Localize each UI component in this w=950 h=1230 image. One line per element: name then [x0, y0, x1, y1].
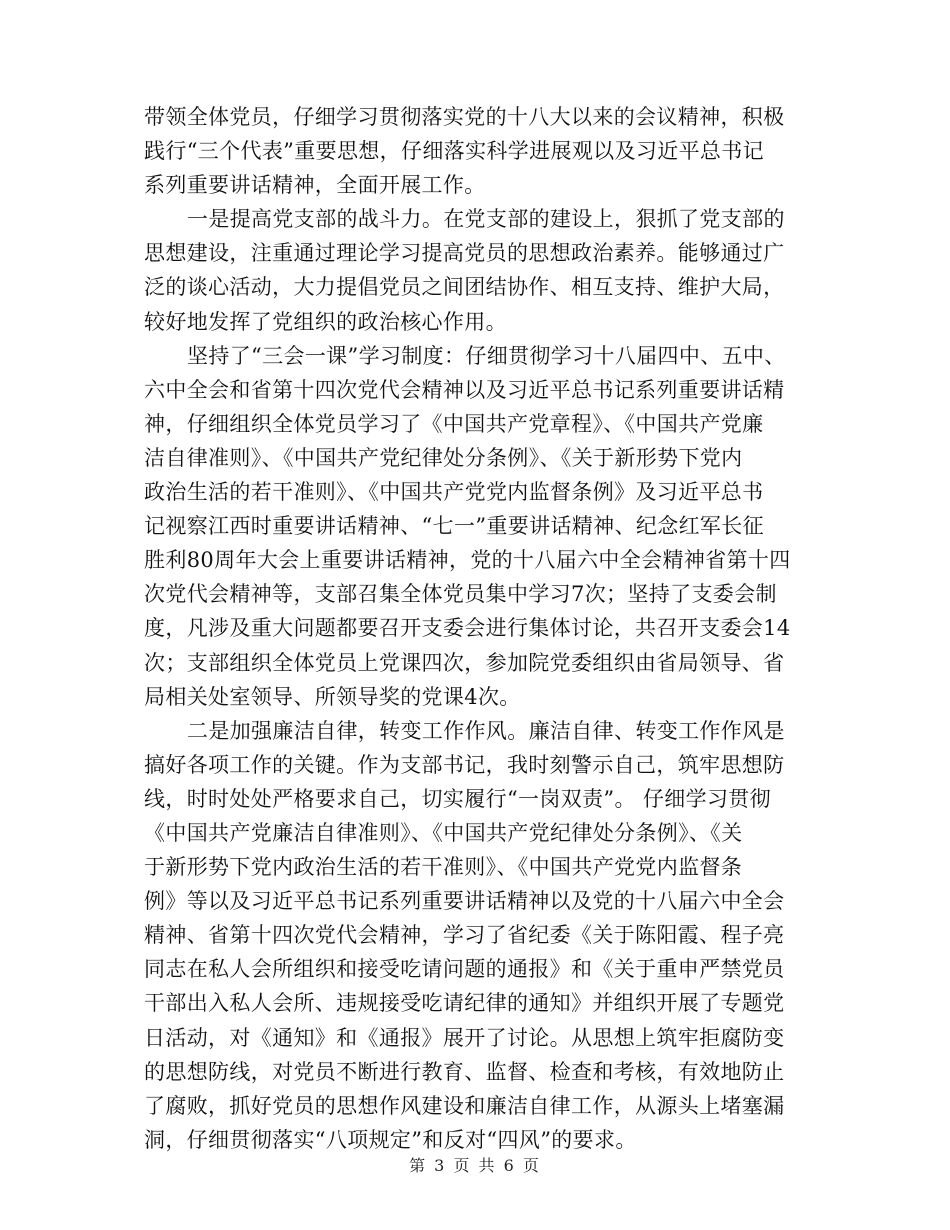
- text-line: 践行“三个代表”重要思想，仔细落实科学进展观以及习近平总书记: [144, 139, 764, 164]
- text-line: 线，时时处处严格要求自己，切实履行“一岗双责”。 仔细学习贯彻: [144, 786, 771, 811]
- text-line: 带领全体党员，仔细学习贯彻落实党的十八大以来的会议精神，积极: [144, 105, 785, 129]
- text-line: 的思想防线，对党员不断进行教育、监督、检查和考核，有效地防止: [144, 1059, 785, 1084]
- text-line: 《中国共产党廉洁自律准则》、《中国共产党纪律处分条例》、《关: [144, 820, 743, 845]
- text-line: 胜利80周年大会上重要讲话精神，党的十八届六中全会精神省第十四: [144, 548, 791, 573]
- text-line: 系列重要讲话精神，全面开展工作。: [144, 173, 486, 198]
- text-line: 于新形势下党内政治生活的若干准则》、《中国共产党党内监督条: [144, 855, 743, 880]
- text-line: 记视察江西时重要讲话精神、“七一”重要讲话精神、纪念红军长征: [144, 514, 764, 539]
- text-line: 思想建设，注重通过理论学习提高党员的思想政治素养。能够通过广: [144, 241, 785, 266]
- text-line: 日活动，对《通知》和《通报》展开了讨论。从思想上筑牢拒腐防变: [144, 1025, 785, 1050]
- text-line: 例》等以及习近平总书记系列重要讲话精神以及党的十八届六中全会: [144, 889, 785, 914]
- text-line: 同志在私人会所组织和接受吃请问题的通报》和《关于重申严禁党员: [144, 957, 785, 982]
- text-line: 搞好各项工作的关键。作为支部书记，我时刻警示自己，筑牢思想防: [144, 752, 785, 777]
- text-line: 了腐败，抓好党员的思想作风建设和廉洁自律工作，从源头上堵塞漏: [144, 1093, 785, 1118]
- page-footer: 第 3 页 共 6 页: [409, 1156, 541, 1175]
- text-line: 二是加强廉洁自律，转变工作作风。廉洁自律、转变工作作风是: [187, 718, 785, 743]
- text-line: 洁自律准则》、《中国共产党纪律处分条例》、《关于新形势下党内: [144, 445, 743, 470]
- text-line: 局相关处室领导、所领导奖的党课4次。: [144, 684, 521, 709]
- text-line: 干部出入私人会所、违规接受吃请纪律的通知》并组织开展了专题党: [144, 991, 785, 1016]
- text-line: 度，凡涉及重大问题都要召开支委会进行集体讨论，共召开支委会14: [144, 616, 791, 641]
- text-line: 次；支部组织全体党员上党课四次，参加院党委组织由省局领导、省: [144, 650, 785, 675]
- document-body: [144, 100, 806, 1157]
- text-line: 洞，仔细贯彻落实“八项规定”和反对“四风”的要求。: [144, 1127, 637, 1152]
- text-line: 泛的谈心活动，大力提倡党员之间团结协作、相互支持、维护大局，: [144, 275, 785, 300]
- text-line: 精神、省第十四次党代会精神，学习了省纪委《关于陈阳霞、程子亮: [144, 923, 785, 948]
- text-line: 较好地发挥了党组织的政治核心作用。: [144, 309, 507, 334]
- text-line: 次党代会精神等，支部召集全体党员集中学习7次；坚持了支委会制: [144, 582, 777, 607]
- text-line: 神，仔细组织全体党员学习了《中国共产党章程》、《中国共产党廉: [144, 411, 764, 436]
- text-line: 一是提高党支部的战斗力。在党支部的建设上，狠抓了党支部的: [187, 207, 785, 232]
- text-line: 政治生活的若干准则》、《中国共产党党内监督条例》及习近平总书: [144, 480, 764, 505]
- text-line: 六中全会和省第十四次党代会精神以及习近平总书记系列重要讲话精: [144, 377, 785, 402]
- text-line: 坚持了“三会一课”学习制度：仔细贯彻学习十八届四中、五中、: [187, 343, 786, 368]
